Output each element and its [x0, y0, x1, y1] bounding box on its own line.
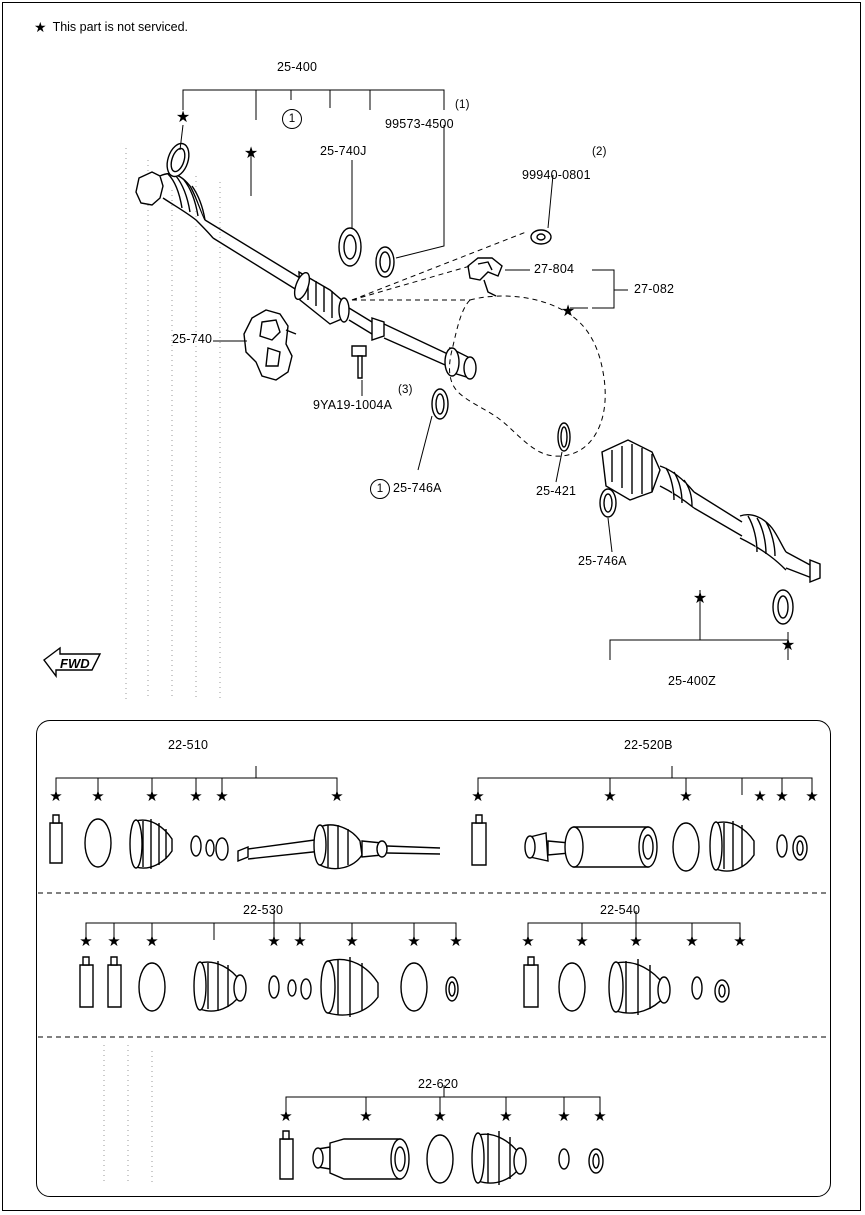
- svg-text:★: ★: [679, 788, 693, 805]
- label-9YA19-1004A: 9YA19-1004A: [313, 398, 393, 412]
- svg-text:★: ★: [145, 933, 159, 950]
- svg-text:★: ★: [79, 933, 93, 950]
- label-25-740J: 25-740J: [320, 144, 367, 158]
- svg-text:★: ★: [780, 637, 796, 654]
- label-25-421: 25-421: [536, 484, 577, 498]
- row1-left-stars: [49, 788, 343, 805]
- svg-text:★: ★: [629, 933, 643, 950]
- svg-text:★: ★: [733, 933, 747, 950]
- label-25-740: 25-740: [172, 332, 213, 346]
- svg-text:★: ★: [189, 788, 203, 805]
- svg-text:★: ★: [560, 303, 576, 320]
- svg-text:★: ★: [279, 1108, 293, 1125]
- not-serviced-note-text: This part is not serviced.: [52, 20, 189, 34]
- fwd-label: FWD: [60, 656, 90, 671]
- svg-text:★: ★: [433, 1108, 447, 1125]
- label-99940-0801: 99940-0801: [522, 168, 591, 182]
- svg-text:★: ★: [449, 933, 463, 950]
- svg-text:★: ★: [685, 933, 699, 950]
- label-25-746A-right: 25-746A: [578, 554, 627, 568]
- row2-left-stars: [79, 933, 462, 950]
- svg-text:★: ★: [575, 933, 589, 950]
- label-25-746A-left: 25-746A: [393, 481, 442, 495]
- svg-text:★: ★: [91, 788, 105, 805]
- svg-text:★: ★: [345, 933, 359, 950]
- label-callout-3: (3): [398, 384, 413, 396]
- label-25-400: 25-400: [277, 60, 318, 74]
- label-22-520B: 22-520B: [624, 738, 673, 752]
- label-27-082: 27-082: [634, 282, 675, 296]
- svg-text:★: ★: [215, 788, 229, 805]
- star-icon: ★: [34, 19, 47, 35]
- label-22-620: 22-620: [418, 1077, 459, 1091]
- row3-stars: [279, 1108, 606, 1125]
- label-22-510: 22-510: [168, 738, 209, 752]
- circle-number-1-top: 1: [282, 109, 302, 129]
- repair-kits-drawing: [0, 715, 865, 1215]
- svg-text:★: ★: [753, 788, 767, 805]
- svg-text:★: ★: [175, 109, 191, 126]
- svg-text:★: ★: [359, 1108, 373, 1125]
- svg-text:★: ★: [805, 788, 819, 805]
- svg-text:★: ★: [145, 788, 159, 805]
- svg-text:★: ★: [692, 590, 708, 607]
- svg-text:★: ★: [293, 933, 307, 950]
- svg-text:★: ★: [243, 145, 259, 162]
- svg-text:★: ★: [407, 933, 421, 950]
- main-star-markers: [176, 109, 795, 654]
- svg-text:★: ★: [775, 788, 789, 805]
- label-99573-4500: 99573-4500: [385, 117, 454, 131]
- svg-text:★: ★: [107, 933, 121, 950]
- label-22-540: 22-540: [600, 903, 641, 917]
- row2-right-stars: [521, 933, 746, 950]
- svg-text:★: ★: [471, 788, 485, 805]
- svg-text:★: ★: [499, 1108, 513, 1125]
- svg-text:★: ★: [557, 1108, 571, 1125]
- label-25-400Z: 25-400Z: [668, 674, 716, 688]
- circle-number-1-mid: 1: [370, 479, 390, 499]
- label-callout-2: (2): [592, 146, 607, 158]
- svg-text:★: ★: [330, 788, 344, 805]
- row1-right-stars: [471, 788, 818, 805]
- svg-text:★: ★: [521, 933, 535, 950]
- svg-text:★: ★: [267, 933, 281, 950]
- label-callout-1: (1): [455, 99, 470, 111]
- label-22-530: 22-530: [243, 903, 284, 917]
- svg-text:★: ★: [593, 1108, 607, 1125]
- svg-text:★: ★: [603, 788, 617, 805]
- label-27-804: 27-804: [534, 262, 575, 276]
- svg-text:★: ★: [49, 788, 63, 805]
